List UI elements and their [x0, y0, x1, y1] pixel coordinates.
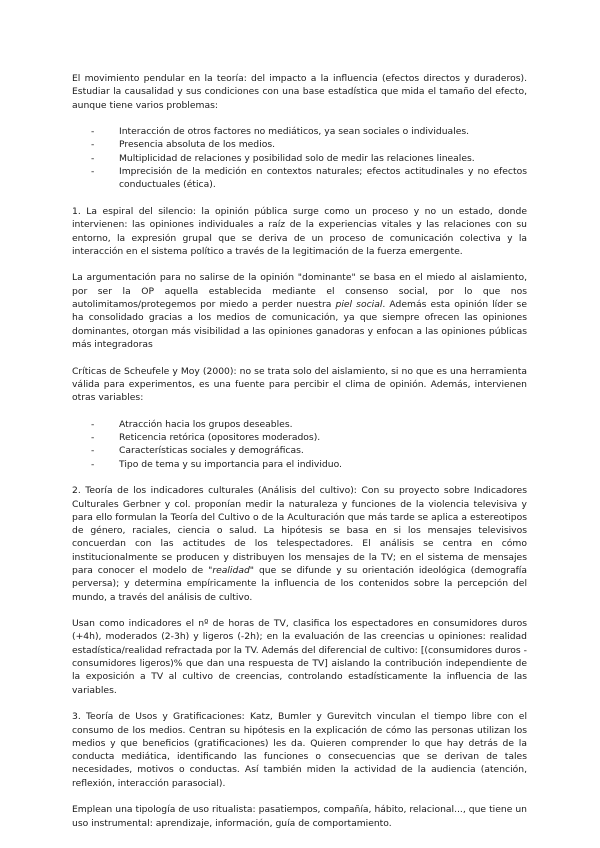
document-body	[72, 72, 527, 830]
list-item: - Tipo de tema y su importancia para el individuo.	[72, 458, 527, 471]
paragraph-uses-gratifications: 3. Teoría de Usos y Gratificaciones: Katz, Bumler y Gurevitch vinculan el tiempo libre con el consumo de los medios. Centran su hipótesis en la explicación de cómo las personas utilizan los medios y que beneficios (gratificaciones) les da. Quieren comprender lo que hay detrás de la conducta mediática, identificando las funciones o consecuencias que se derivan de tales necesidades, motivos o conductas. Así también miden la actividad de la audiencia (atención, reflexión, interacción parasocial).	[72, 711, 527, 789]
list-item: - Multiplicidad de relaciones y posibilidad solo de medir las relaciones lineales.	[72, 152, 527, 165]
paragraph-indicators: Usan como indicadores el nº de horas de TV, clasifica los espectadores en consumidores duros (+4h), moderados (2-3h) y ligeros (-2h); en la evaluación de las creencias u opiniones: realidad estadística/realidad refractada por la TV. Además del diferencial de cultivo: [(consumidores duros - consumidores ligeros)% que dan una respuesta de TV] aislando la contribución independiente de la exposición a TV al cultivo de creencias, controlando estadísticamente la influencia de las variables.	[72, 618, 527, 696]
list-item: - Reticencia retórica (opositores moderados).	[72, 431, 527, 444]
list-item: - Imprecisión de la medición en contextos naturales; efectos actitudinales y no efectos conductuales (ética).	[72, 165, 527, 192]
problems-list	[72, 125, 527, 191]
list-item: - Características sociales y demográficas.	[72, 444, 527, 457]
paragraph-spiral-of-silence: 1. La espiral del silencio: la opinión pública surge como un proceso y no un estado, donde intervienen: las opiniones individuales a raíz de la experiencias vitales y las relaciones con su entorno, la expresión grupal que se deriva de un proceso de comunicación colectiva y la interacción en el sistema político a través de la legitimación de la fuerza emergente.	[72, 205, 527, 257]
list-item: - Interacción de otros factores no mediáticos, ya sean sociales o individuales.	[72, 125, 527, 138]
list-item: - Atracción hacia los grupos deseables.	[72, 418, 527, 431]
paragraph-pendulum: El movimiento pendular en la teoría: del impacto a la influencia (efectos directos y duraderos). Estudiar la causalidad y sus condiciones con una base estadística que mida el tamaño del efecto, aunque tiene varios problemas:	[72, 73, 527, 111]
list-item: - Presencia absoluta de los medios.	[72, 138, 527, 151]
paragraph-argumentation: La argumentación para no salirse de la opinión "dominante" se basa en el miedo al aislamiento, por ser la OP aquella establecida mediante el consenso social, por lo que nos autolimitamos/protegemos por miedo a perder nuestra piel social. Además esta opinión líder se ha consolidado gracias a los medios de comunicación, ya que siempre ofrecen las opiniones dominantes, otorgan más visibilidad a las opiniones ganadoras y enfocan a las opiniones públicas más integradoras	[72, 272, 527, 350]
paragraph-typology: Emplean una tipología de uso ritualista: pasatiempos, compañía, hábito, relacional..., que tiene un uso instrumental: aprendizaje, información, guía de comportamiento.	[72, 804, 527, 829]
paragraph-criticism: Críticas de Scheufele y Moy (2000): no se trata solo del aislamiento, si no que es una herramienta válida para experimentos, es una fuente para percibir el clima de opinión. Además, intervienen otras variables:	[72, 365, 527, 404]
paragraph-cultivation-theory: 2. Teoría de los indicadores culturales (Análisis del cultivo): Con su proyecto sobre Indicadores Culturales Gerbner y col. proponían medir la naturaleza y funciones de la violencia televisiva y para ello formulan la Teoría del Cultivo o de la Aculturación que más tarde se aplica a estereotipos de género, raciales, ciencia o salud. La hipótesis se basa en si los mensajes televisivos concuerdan con las actitudes de los telespectadores. El análisis se centra en cómo institucionalmente se producen y distribuyen los mensajes de la TV; en el sistema de mensajes para conocer el modelo de "realidad" que se difunde y su orientación ideológica (demografía perversa); y determina empíricamente la influencia de los contenidos sobre la percepción del mundo, a través del análisis de cultivo.	[72, 485, 527, 603]
variables-list	[72, 418, 527, 471]
